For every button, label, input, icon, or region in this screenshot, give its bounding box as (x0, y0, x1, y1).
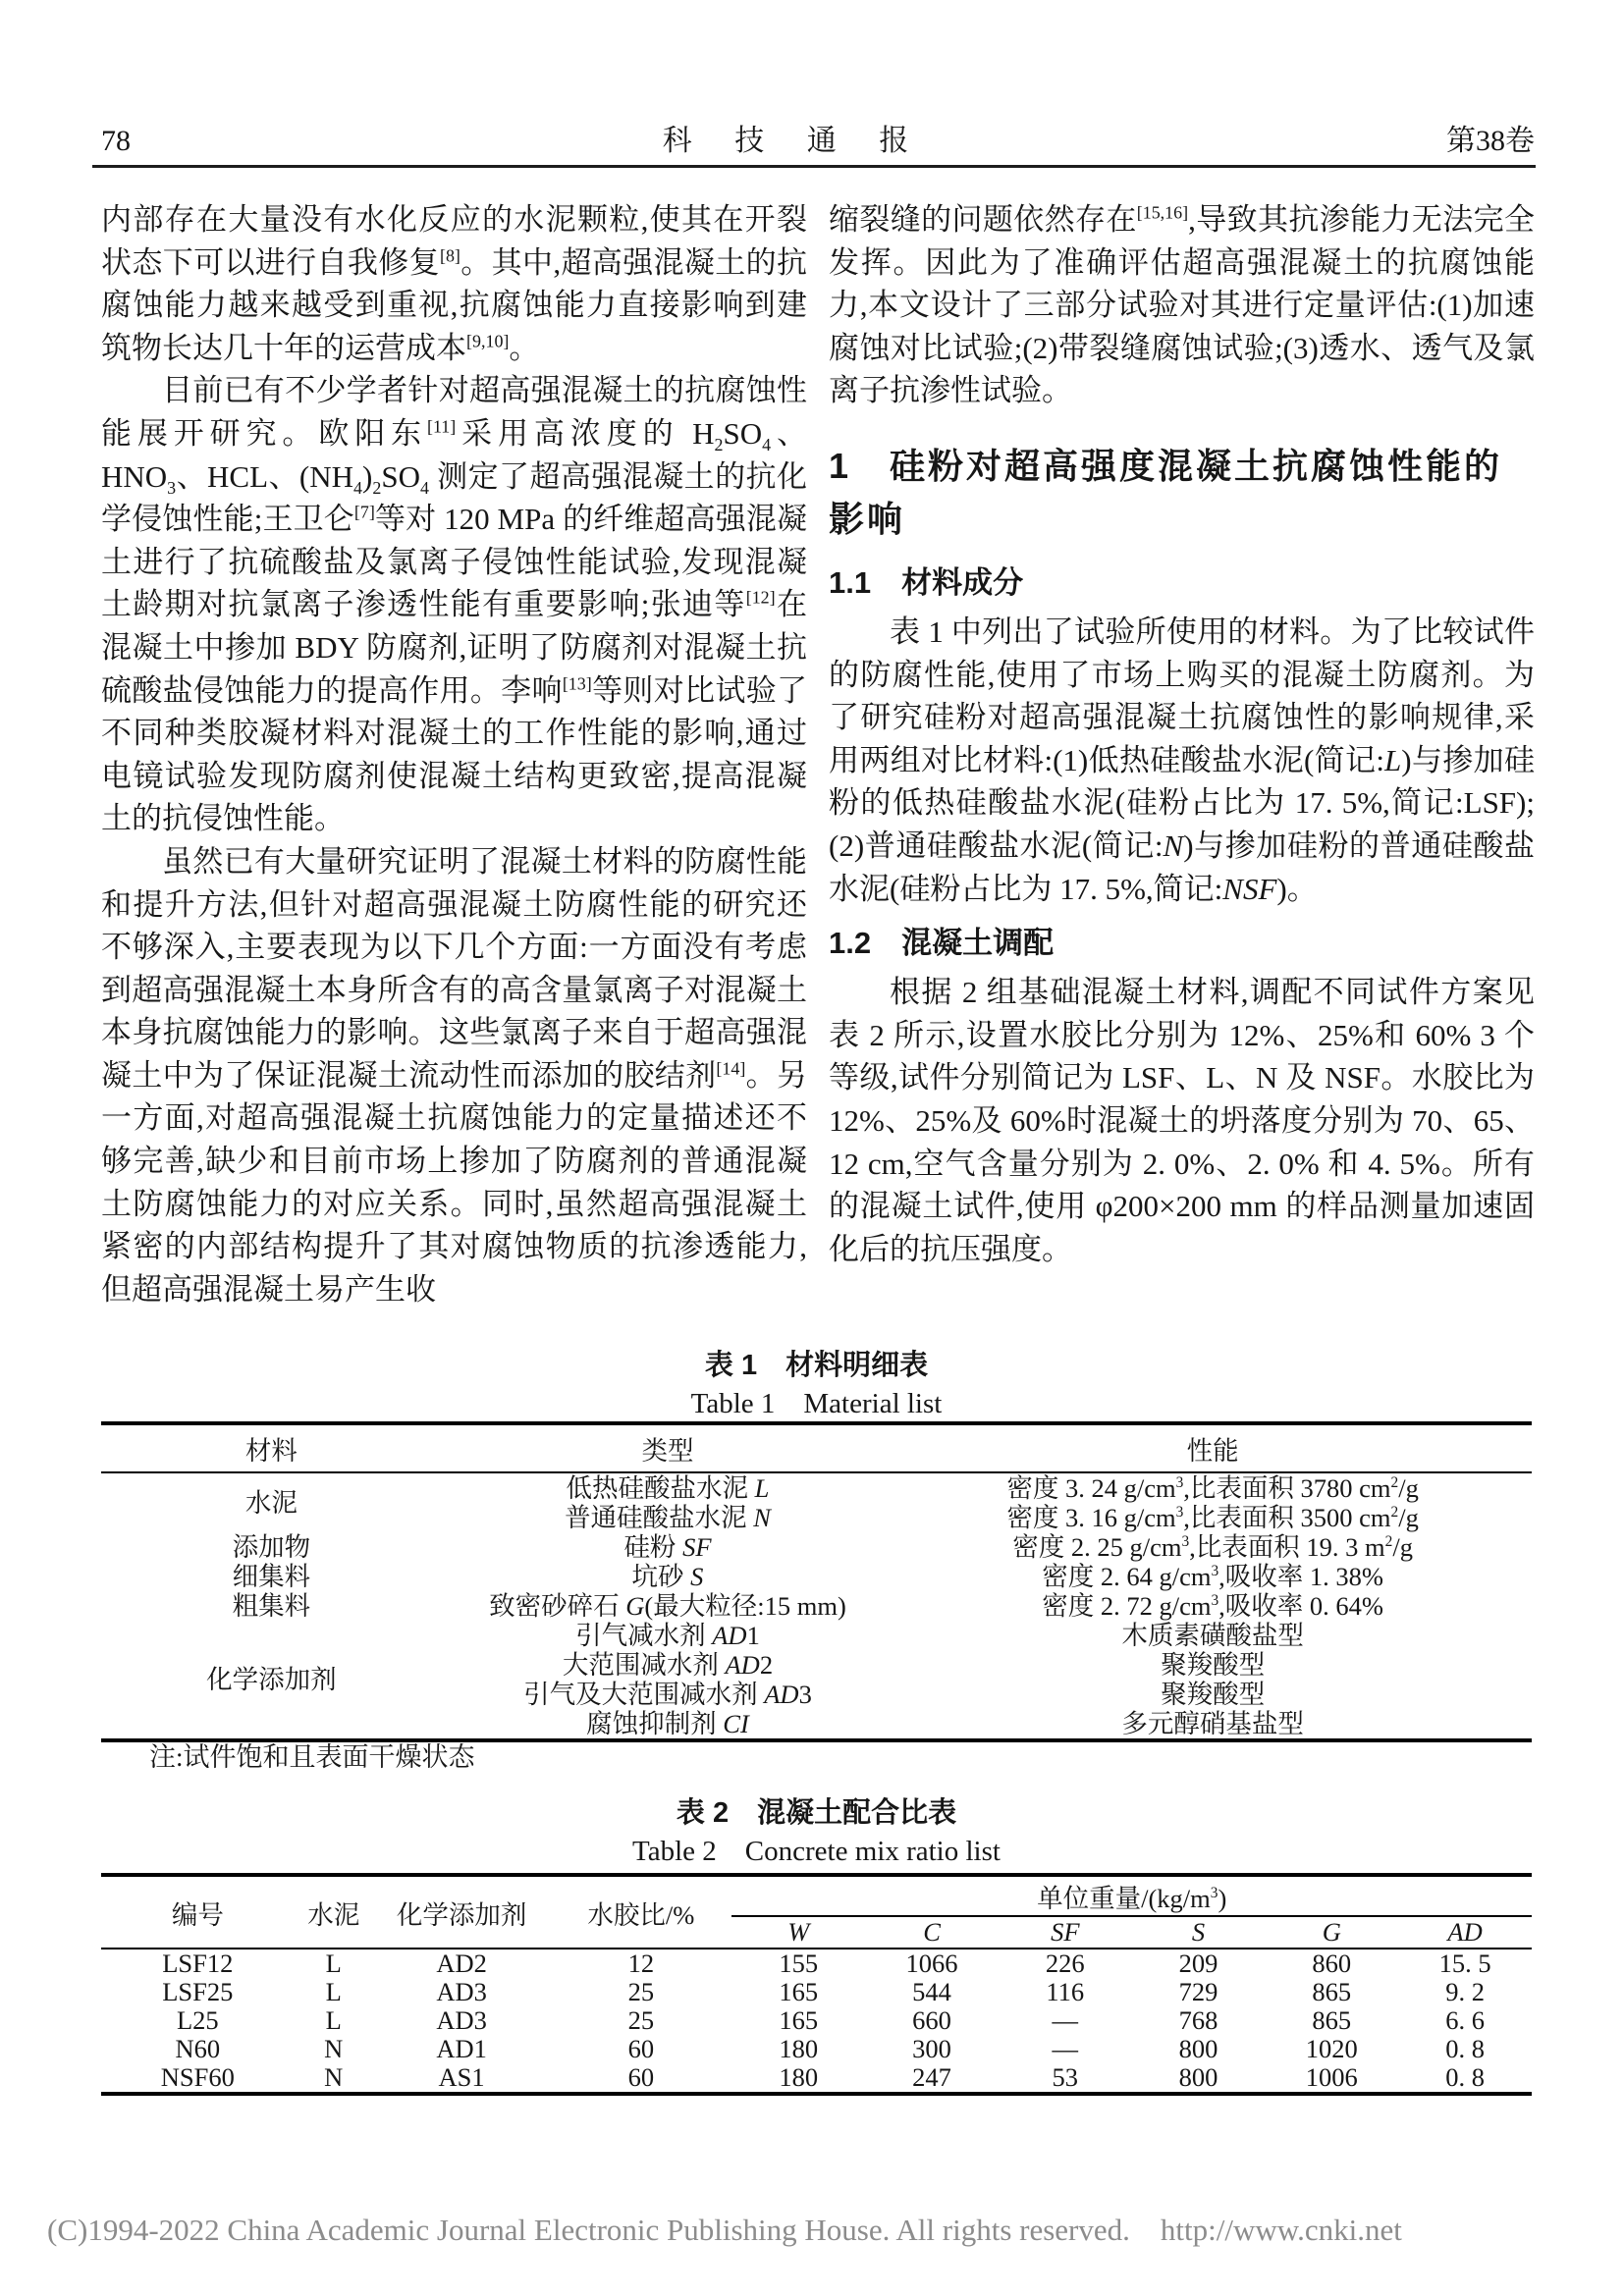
column-header: 化学添加剂 (373, 1875, 551, 1949)
table-cell: L (325, 2005, 342, 2035)
table-cell: 1006 (1305, 2062, 1358, 2092)
material-cell: 细集料 (232, 1562, 311, 1591)
unit-weight-group-header: 单位重量$/(kg/m^3)$ (731, 1875, 1532, 1916)
property-cell: 多元醇硝基盐型 (1121, 1709, 1304, 1738)
table2-caption-zh: 表 2 混凝土配合比表 (676, 1797, 957, 1829)
table-row (101, 1562, 1532, 1591)
column-header: 性能 (893, 1423, 1532, 1472)
table-cell: 6. 6 (1445, 2005, 1485, 2035)
table-cell: LSF12 (162, 1949, 234, 1978)
table-cell: — (1052, 2034, 1079, 2063)
paragraph: 内部存在大量没有水化反应的水泥颗粒,使其在开裂状态下可以进行自我修复[8]。其中,超高强混凝土的抗腐蚀能力越来越受到重视,抗腐蚀能力直接影响到建筑物长达几十年的运营成本[9,10]。 (101, 202, 807, 365)
table-cell: 0. 8 (1445, 2062, 1485, 2092)
type-cell: 引气减水剂 AD1 (575, 1621, 760, 1650)
material-cell: 添加物 (232, 1532, 311, 1562)
table-cell: AD1 (436, 2034, 487, 2063)
table-row (101, 1472, 1532, 1503)
table-cell: 1020 (1305, 2034, 1358, 2063)
table-cell: L (325, 1949, 342, 1978)
table-row (101, 1532, 1532, 1562)
table-cell: 729 (1178, 1977, 1218, 2006)
material-table (101, 1421, 1532, 1742)
table-cell: 25 (627, 1977, 655, 2006)
paragraph: 目前已有不少学者针对超高强混凝土的抗腐蚀性能展开研究。欧阳东[11]采用高浓度的 $H_2SO_4$、$HNO_3$、HCL、$(NH_4)_2SO_4$ 测定了超高强混凝土的抗化学侵蚀性能;王卫仑[7]等对 120 MPa 的纤维超高强混凝土进行了抗硫酸盐及氯离子侵蚀性能试验,发现混凝土龄期对抗氯离子渗透性能有重要影响;张迪等[12]在混凝土中掺加 BDY 防腐剂,证明了防腐剂对混凝土抗硫酸盐侵蚀能力的提高作用。李响[13]等则对比试验了不同种类胶凝材料对混凝土的工作性能的影响,通过电镜试验发现防腐剂使混凝土结构更致密,提高混凝土的抗侵蚀性能。 (101, 373, 808, 836)
table-cell: 860 (1312, 1949, 1352, 1978)
table-cell: N (324, 2034, 344, 2063)
table-cell: 9. 2 (1445, 1977, 1485, 2006)
page-number: 78 (101, 125, 131, 157)
table-cell: — (1052, 2005, 1079, 2035)
property-cell: 密度 3. 24 $g/cm^3$,比表面积 3780 $cm^2/g$ (1006, 1473, 1419, 1503)
page-header (101, 124, 1535, 159)
property-cell: 密度 3. 16 $g/cm^3$,比表面积 3500 $cm^2/g$ (1006, 1503, 1419, 1532)
type-cell: 硅粉 SF (623, 1532, 712, 1562)
journal-title: 科 技 通 报 (662, 125, 915, 157)
paragraph: 缩裂缝的问题依然存在[15,16],导致其抗渗能力无法完全发挥。因此为了准确评估超高强混凝土的抗腐蚀能力,本文设计了三部分试验对其进行定量评估:(1)加速腐蚀对比试验;(2)带裂缝腐蚀试验;(3)透水、透气及氯离子抗渗性试验。 (829, 202, 1535, 408)
table1-note: 注:试件饱和且表面干燥状态 (149, 1742, 475, 1772)
unit-weight-subheader: G (1265, 1916, 1398, 1949)
table1-header-row (101, 1423, 1532, 1472)
table-cell: L (325, 1977, 342, 2006)
table-cell: AS1 (438, 2062, 485, 2092)
property-cell: 聚羧酸型 (1161, 1680, 1266, 1709)
column-header: 类型 (442, 1423, 893, 1472)
unit-weight-subheader: C (865, 1916, 999, 1949)
table-cell: 544 (912, 1977, 951, 2006)
unit-weight-subheader: S (1132, 1916, 1266, 1949)
table-cell: 155 (779, 1949, 819, 1978)
table-cell: 60 (627, 2034, 655, 2063)
table-row (101, 1621, 1532, 1650)
unit-weight-subheader: AD (1398, 1916, 1532, 1949)
table-cell: 0. 8 (1445, 2034, 1485, 2063)
property-cell: 木质素磺酸盐型 (1121, 1621, 1304, 1650)
table-row (101, 2006, 1532, 2035)
table-cell: 247 (912, 2062, 951, 2092)
column-header: 水胶比/% (550, 1875, 731, 1949)
table-cell: 865 (1312, 2005, 1352, 2035)
table-cell: N (324, 2062, 344, 2092)
table-row (101, 2063, 1532, 2094)
table-cell: 165 (779, 2005, 819, 2035)
column-header: 水泥 (295, 1875, 373, 1949)
material-cell: 粗集料 (232, 1591, 311, 1621)
mix-ratio-table (101, 1873, 1532, 2096)
paragraph: 表 1 中列出了试验所使用的材料。为了比较试件的防腐性能,使用了市场上购买的混凝土防腐剂。为了研究硅粉对超高强混凝土抗腐蚀性的影响规律,采用两组对比材料:(1)低热硅酸盐水泥(简记:L)与掺加硅粉的低热硅酸盐水泥(硅粉占比为 17. 5%,简记:LSF);(2)普通硅酸盐水泥(简记:N)与掺加硅粉的普通硅酸盐水泥(硅粉占比为 17. 5%,简记:NSF)。 (829, 614, 1535, 906)
table1-caption-zh: 表 1 材料明细表 (704, 1350, 929, 1381)
right-column (829, 198, 1535, 1270)
material-cell: 化学添加剂 (206, 1665, 337, 1694)
table-row (101, 1978, 1532, 2006)
table-cell: AD3 (436, 1977, 487, 2006)
table-cell: 15. 5 (1438, 1949, 1491, 1978)
table-cell: 865 (1312, 1977, 1352, 2006)
table-cell: 300 (912, 2034, 951, 2063)
column-header: 材料 (101, 1423, 442, 1472)
table-cell: 180 (779, 2034, 819, 2063)
table-cell: 800 (1178, 2034, 1218, 2063)
paragraph: 虽然已有大量研究证明了混凝土材料的防腐性能和提升方法,但针对超高强混凝土防腐性能的研究还不够深入,主要表现为以下几个方面:一方面没有考虑到超高强混凝土本身所含有的高含量氯离子对混凝土本身抗腐蚀能力的影响。这些氯离子来自于超高强混凝土中为了保证混凝土流动性而添加的胶结剂[14]。另一方面,对超高强混凝土抗腐蚀能力的定量描述还不够完善,缺少和目前市场上掺加了防腐剂的普通混凝土防腐蚀能力的对应关系。同时,虽然超高强混凝土紧密的内部结构提升了其对腐蚀物质的抗渗透能力,但超高强混凝土易产生收 (101, 843, 808, 1307)
property-cell: 密度 2. 72 $g/cm^3$,吸收率 0. 64% (1042, 1591, 1383, 1621)
table-cell: 165 (779, 1977, 819, 2006)
subsection-heading: 1.2 混凝土调配 (829, 926, 1055, 961)
table-cell: 25 (627, 2005, 655, 2035)
table-cell: 1066 (905, 1949, 958, 1978)
table-row (101, 1949, 1532, 1978)
table-row (101, 1591, 1532, 1621)
table-cell: L25 (176, 2005, 219, 2035)
table-cell: 209 (1178, 1949, 1218, 1978)
type-cell: 引气及大范围减水剂 AD3 (523, 1680, 812, 1709)
property-cell: 密度 2. 25 $g/cm^3$,比表面积 19. 3 $m^2/g$ (1012, 1532, 1413, 1562)
type-cell: 普通硅酸盐水泥 N (565, 1503, 771, 1532)
table-cell: N60 (175, 2034, 221, 2063)
type-cell: 腐蚀抑制剂 CI (586, 1709, 749, 1738)
table-cell: 116 (1046, 1977, 1085, 2006)
material-cell: 水泥 (244, 1488, 298, 1518)
table2-header-row (101, 1875, 1532, 1916)
table-cell: LSF25 (162, 1977, 234, 2006)
left-column (101, 198, 807, 1310)
type-cell: 低热硅酸盐水泥 L (566, 1473, 770, 1503)
section-heading: 1 硅粉对超高强度混凝土抗腐蚀性能的影响 (829, 445, 1503, 539)
table-cell: 53 (1052, 2062, 1079, 2092)
property-cell: 密度 2. 64 $g/cm^3$,吸收率 1. 38% (1042, 1562, 1383, 1591)
table-cell: 60 (627, 2062, 655, 2092)
copyright-text: (C)1994-2022 China Academic Journal Electronic Publishing House. All rights reserved. http://www.cnki.net (47, 2213, 1402, 2247)
column-header: 编号 (101, 1875, 295, 1949)
property-cell: 聚羧酸型 (1161, 1650, 1266, 1680)
volume-label: 第38卷 (1446, 125, 1535, 157)
table2-caption-en: Table 2 Concrete mix ratio list (632, 1836, 1001, 1867)
page-footer (47, 2213, 1579, 2248)
type-cell: 大范围减水剂 AD2 (562, 1650, 774, 1680)
table-cell: 660 (912, 2005, 951, 2035)
table-cell: AD2 (436, 1949, 487, 1978)
table-row (101, 2035, 1532, 2063)
table-cell: AD3 (436, 2005, 487, 2035)
unit-weight-subheader: SF (999, 1916, 1132, 1949)
table1-caption-en: Table 1 Material list (690, 1388, 943, 1419)
table-cell: 768 (1178, 2005, 1218, 2035)
unit-weight-subheader: W (731, 1916, 865, 1949)
type-cell: 致密砂碎石 G(最大粒径:15 mm) (489, 1591, 846, 1621)
table-cell: 12 (627, 1949, 655, 1978)
subsection-heading: 1.1 材料成分 (829, 564, 1024, 600)
paragraph: 根据 2 组基础混凝土材料,调配不同试件方案见表 2 所示,设置水胶比分别为 12%、25%和 60% 3 个等级,试件分别简记为 LSF、L、N 及 NSF。水胶比为 12%、25%及 60%时混凝土的坍落度分别为 70、65、12 cm,空气含量分别为 2. 0%、2. 0% 和 4. 5%。所有的混凝土试件,使用 φ200×200 mm 的样品测量加速固化后的抗压强度。 (829, 975, 1535, 1266)
table-cell: 180 (779, 2062, 819, 2092)
table-cell: 800 (1178, 2062, 1218, 2092)
table-cell: NSF60 (160, 2062, 235, 2092)
header-rule (92, 165, 1536, 168)
table-cell: 226 (1045, 1949, 1085, 1978)
type-cell: 坑砂 S (631, 1562, 704, 1591)
